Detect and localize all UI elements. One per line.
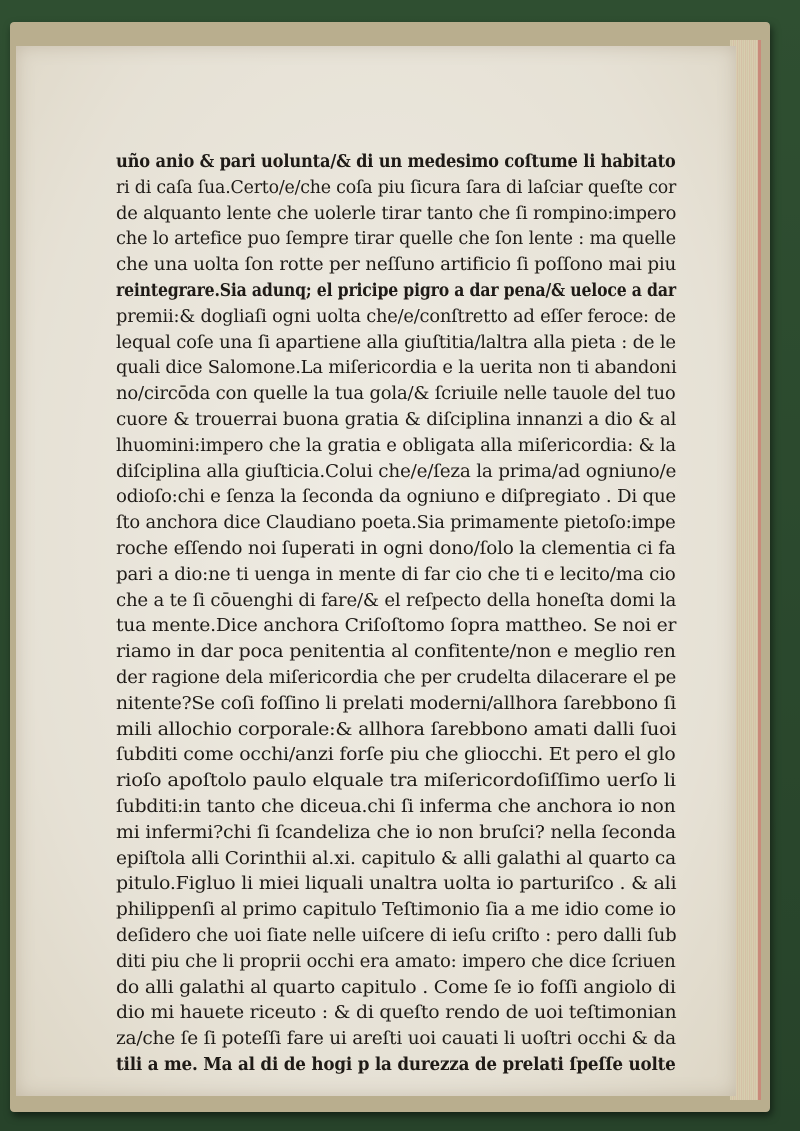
text-line: riamo in dar poca penitentia al confitente/non e meglio ren — [116, 642, 676, 663]
text-line: deſidero che uoi ſiate nelle uiſcere di ieſu criſto : pero dalli ſub — [116, 925, 677, 946]
text-line: diti piu che li proprii occhi era amato: impero che dice ſcriuen — [116, 951, 676, 972]
text-line: tili a me. Ma al di de hogi p la durezza de prelati ſpeſſe uolte — [116, 1054, 676, 1075]
text-line: ri di caſa ſua.Certo/e/che coſa piu ſicura ſara di laſciar queſte cor — [116, 177, 677, 198]
text-line: pitulo.Figluo li miei liquali unaltra uolta io parturiſco . & ali — [116, 874, 677, 895]
text-line: za/che ſe ſi poteſſi fare ui areſti uoi cauati li uoſtri occhi & da — [116, 1029, 676, 1050]
text-line: dio mi hauete riceuto : & di queſto rendo de uoi teſtimonian — [116, 1003, 677, 1024]
text-line: mi infermi?chi ſi ſcandeliza che io non bruſci? nella ſeconda — [116, 822, 676, 843]
book-page — [16, 46, 736, 1096]
text-line: reintegrare.Sia adunq; el pricipe pigro a dar pena/& ueloce a dar — [116, 280, 676, 301]
text-line: epiſtola alli Corinthii al.xi. capitulo & alli galathi al quarto ca — [116, 848, 676, 869]
text-line: no/circōda con quelle la tua gola/& ſcriuile nelle tauole del tuo — [116, 384, 676, 405]
text-line: lequal coſe una ſi apartiene alla giuſtitia/laltra alla pieta : de le — [116, 332, 676, 353]
text-line: ſto anchora dice Claudiano poeta.Sia primamente pietoſo:impe — [116, 513, 676, 534]
text-line: quali dice Salomone.La miſericordia e la uerita non ti abandoni — [116, 358, 677, 379]
text-line: mili allochio corporale:& allhora ſarebbono amati dalli ſuoi — [116, 719, 677, 740]
text-line: ſubditi:in tanto che diceua.chi ſi inferma che anchora io non — [116, 796, 676, 817]
text-line: lhuomini:impero che la gratia e obligata alla miſericordia: & la — [116, 435, 676, 456]
text-line: nitente?Se coſi foſſino li prelati moderni/allhora ſarebbono ſi — [116, 693, 677, 714]
text-line: der ragione dela miſericordia che per crudelta dilacerare el pe — [116, 667, 677, 688]
text-line: roche eſſendo noi ſuperati in ogni dono/ſolo la clementia ci fa — [116, 538, 676, 559]
text-block — [116, 150, 676, 1079]
text-line: uño anio & pari uolunta/& di un medesimo coſtume li habitato — [116, 152, 676, 172]
text-line: cuore & trouerrai buona gratia & diſciplina innanzi a dio & al — [116, 409, 677, 430]
text-line: philippenſi al primo capitulo Teſtimonio ſia a me idio come io — [116, 900, 676, 921]
text-line: che lo artefice puo ſempre tirar quelle che ſon lente : ma quelle — [116, 229, 676, 250]
text-line: de alquanto lente che uolerle tirar tanto che ſi rompino:impero — [116, 203, 677, 224]
text-line: odioſo:chi e ſenza la ſeconda da ogniuno e diſpregiato . Di que — [116, 487, 676, 508]
text-line: ſubditi come occhi/anzi forſe piu che gliocchi. Et pero el glo — [116, 745, 676, 766]
text-line: tua mente.Dice anchora Criſoſtomo ſopra mattheo. Se noi er — [116, 616, 677, 637]
text-line: pari a dio:ne ti uenga in mente di far cio che ti e lecito/ma cio — [116, 564, 676, 585]
text-line: che a te ſi cōuenghi di fare/& el reſpecto della honeſta domi la — [116, 590, 677, 611]
text-line: rioſo apoſtolo paulo elquale tra miſericordoſiſſimo uerſo li — [116, 771, 676, 792]
text-line: premii:& dogliaſi ogni uolta che/e/conſtretto ad eſſer feroce: de — [116, 306, 676, 327]
text-line: diſciplina alla giuſticia.Colui che/e/ſeza la prima/ad ogniuno/e — [116, 461, 677, 482]
text-line: do alli galathi al quarto capitulo . Come ſe io foſſi angiolo di — [116, 977, 676, 998]
text-line: che una uolta ſon rotte per neſſuno artificio ſi poſſono mai piu — [116, 255, 677, 276]
